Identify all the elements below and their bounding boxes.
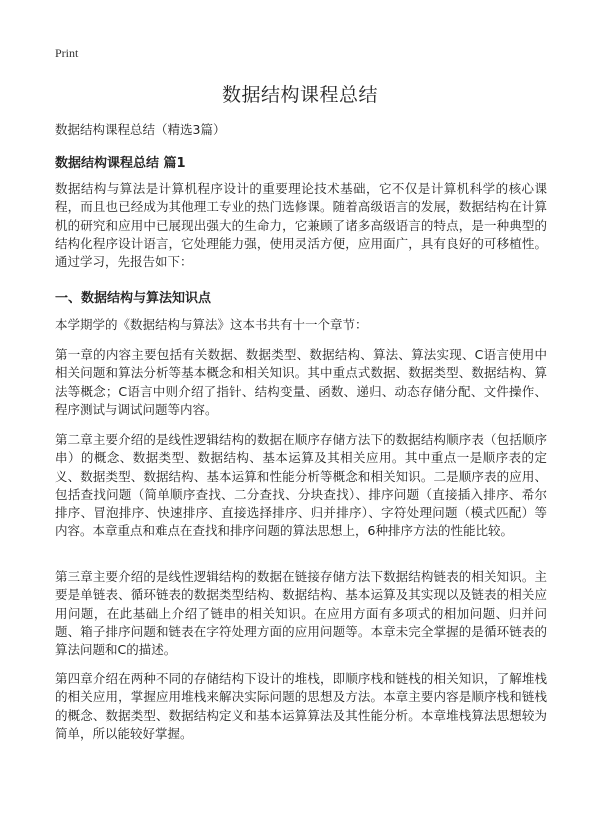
overview-paragraph: 本学期学的《数据结构与算法》这本书共有十一个章节： <box>55 317 368 332</box>
chapter-3-paragraph: 第三章主要介绍的是线性逻辑结构的数据在链接存储方法下数据结构链表的相关知识。主要是单链表、循环链表的数据类型结构、数据结构、基本运算及其实现以及链表的相关应用问题，在此基础上介绍了链串的相关知识。在应用方面有多项式的相加问题、归并问题、箱子排序问题和链表在字符处理方面的应用问题等。本章未完全掌握的是循环链表的算法问题和C的描述。 <box>55 569 547 658</box>
section-heading-knowledge-points: 一、数据结构与算法知识点 <box>55 291 212 306</box>
print-link[interactable]: Print <box>55 46 79 60</box>
chapter-2-paragraph: 第二章主要介绍的是线性逻辑结构的数据在顺序存储方法下的数据结构顺序表（包括顺序串）的概念、数据类型、数据结构、基本运算及其相关应用。其中重点一是顺序表的定义、数据类型、数据结构、基本运算和性能分析等概念和相关知识。二是顺序表的应用、包括查找问题（简单顺序查找、二分查找、分块查找）、排序问题（直接插入排序、希尔排序、冒泡排序、快速排序、直接选择排序、归并排序）、字符处理问题（模式匹配）等内容。本章重点和难点在查找和排序问题的算法思想上，6种排序方法的性能比较。 <box>55 432 547 539</box>
chapter-4-paragraph: 第四章介绍在两种不同的存储结构下设计的堆栈，即顺序栈和链栈的相关知识，了解堆栈的相关应用，掌握应用堆栈来解决实际问题的思想及方法。本章主要内容是顺序栈和链栈的概念、数据类型、数据结构定义和基本运算算法及其性能分析。本章堆栈算法思想较为简单，所以能较好掌握。 <box>55 671 547 741</box>
page-title: 数据结构课程总结 <box>221 84 378 106</box>
intro-paragraph: 数据结构与算法是计算机程序设计的重要理论技术基础，它不仅是计算机科学的核心课程，而且也已经成为其他理工专业的热门选修课。随着高级语言的发展，数据结构在计算机的研究和应用中已展现出强大的生命力，它兼顾了诸多高级语言的特点，是一种典型的结构化程序设计语言，它处理能力强，使用灵活方便，应用面广，具有良好的可移植性。通过学习，先报告如下： <box>55 181 547 270</box>
article-heading: 数据结构课程总结 篇1 <box>55 156 186 171</box>
chapter-1-paragraph: 第一章的内容主要包括有关数据、数据类型、数据结构、算法、算法实现、C语言使用中相关问题和算法分析等基本概念和相关知识。其中重点式数据、数据类型、数据结构、算法等概念；C语言中则介绍了指针、结构变量、函数、递归、动态存储分配、文件操作、程序测试与调试问题等内容。 <box>55 347 547 417</box>
document-subtitle: 数据结构课程总结（精选3篇） <box>55 122 226 137</box>
